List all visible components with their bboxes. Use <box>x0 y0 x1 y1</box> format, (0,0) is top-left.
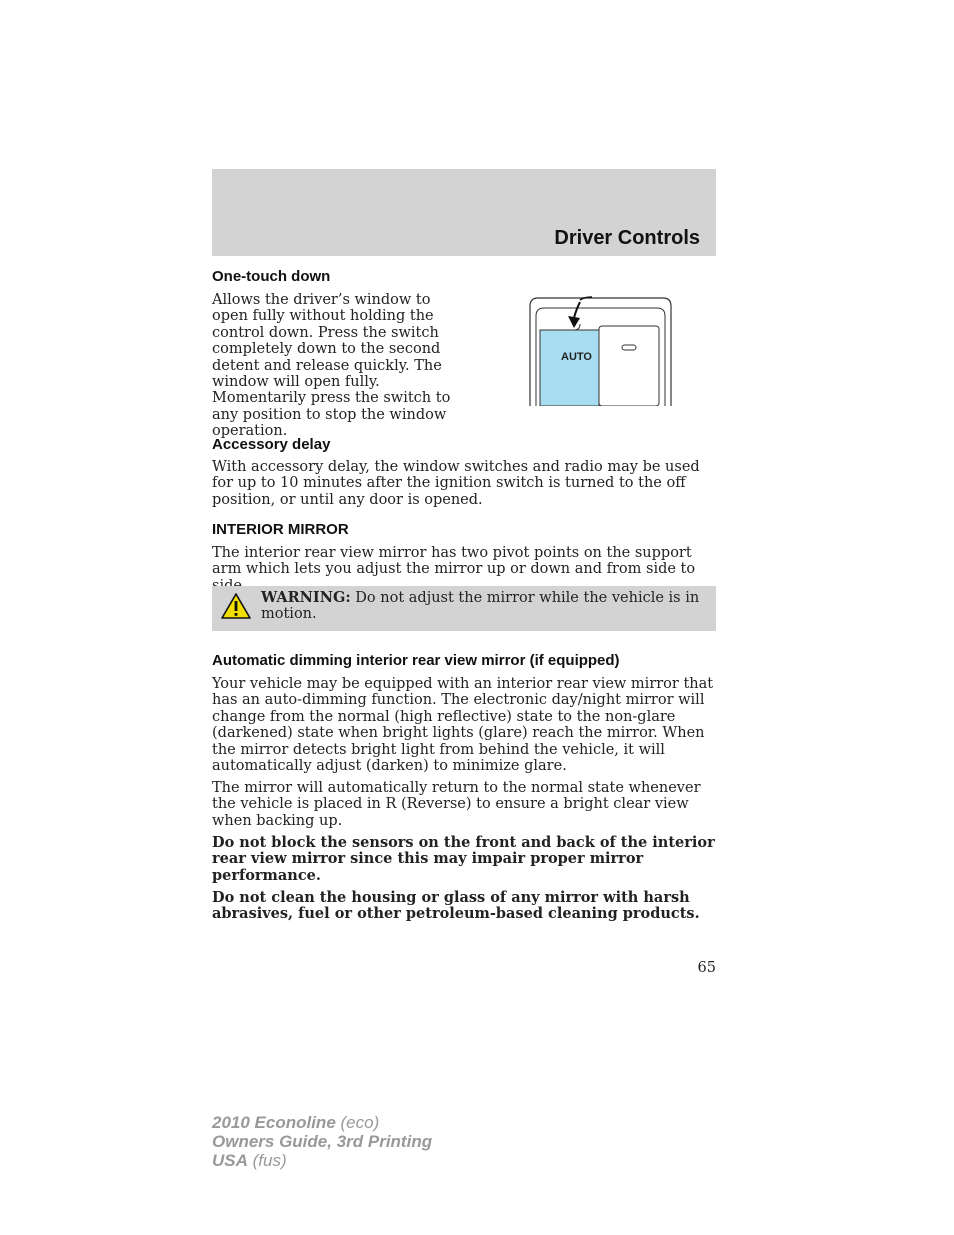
auto-dimming-para-2: The mirror will automatically return to the normal state whenever the vehicle is placed in R (Reverse) to ensure a bright clear view when backing up. <box>212 780 701 829</box>
section-title: Driver Controls <box>554 227 700 249</box>
accessory-body: With accessory delay, the window switches and radio may be used for up to 10 minutes after the ignition switch is turned to the off position, or until any door is opened. <box>212 459 700 508</box>
window-switch-illustration <box>528 296 673 406</box>
one-touch-body: Allows the driver’s window to open fully without holding the control down. Press the switch completely down to the second detent and release quickly. The window will open fully. Momentarily press the switch to any position to stop the window operation. <box>212 292 451 440</box>
auto-dimming-para-1: Your vehicle may be equipped with an interior rear view mirror that has an auto-dimming function. The electronic day/night mirror will change from the normal (high reflective) state to the non-glare (darkened) state when bright lights (glare) reach the mirror. When the mirror detects bright light from behind the vehicle, it will automatically adjust (darken) to minimize glare. <box>212 676 714 775</box>
warning-label: WARNING: <box>261 589 351 606</box>
sensor-caution: Do not block the sensors on the front and back of the interior rear view mirror since this may impair proper mirror performance. <box>212 834 715 884</box>
footer-line-2: Owners Guide, 3rd Printing <box>212 1132 433 1151</box>
interior-mirror-body: The interior rear view mirror has two pivot points on the support arm which lets you adjust the mirror up or down and from side to <box>212 545 696 578</box>
warning-box <box>212 586 716 631</box>
footer-edition <box>212 1113 432 1170</box>
footer-line-1: 2010 Econoline (eco) <box>212 1113 380 1132</box>
auto-dimming-heading: Automatic dimming interior rear view mirror (if equipped) <box>212 652 620 669</box>
section-header-band <box>212 169 716 256</box>
cleaning-caution: Do not clean the housing or glass of any mirror with harsh abrasives, fuel or other petroleum-based cleaning products. <box>212 889 700 923</box>
footer-line-3: USA (fus) <box>212 1151 287 1170</box>
accessory-heading: Accessory delay <box>212 436 331 453</box>
warning-message: Do not adjust the mirror while the vehicle is in motion. <box>261 590 700 623</box>
interior-mirror-heading: INTERIOR MIRROR <box>212 521 349 538</box>
auto-label: AUTO <box>561 351 592 363</box>
warning-text <box>261 590 701 623</box>
page-number: 65 <box>697 960 716 976</box>
one-touch-heading: One-touch down <box>212 268 331 285</box>
warning-triangle-icon <box>221 592 251 620</box>
